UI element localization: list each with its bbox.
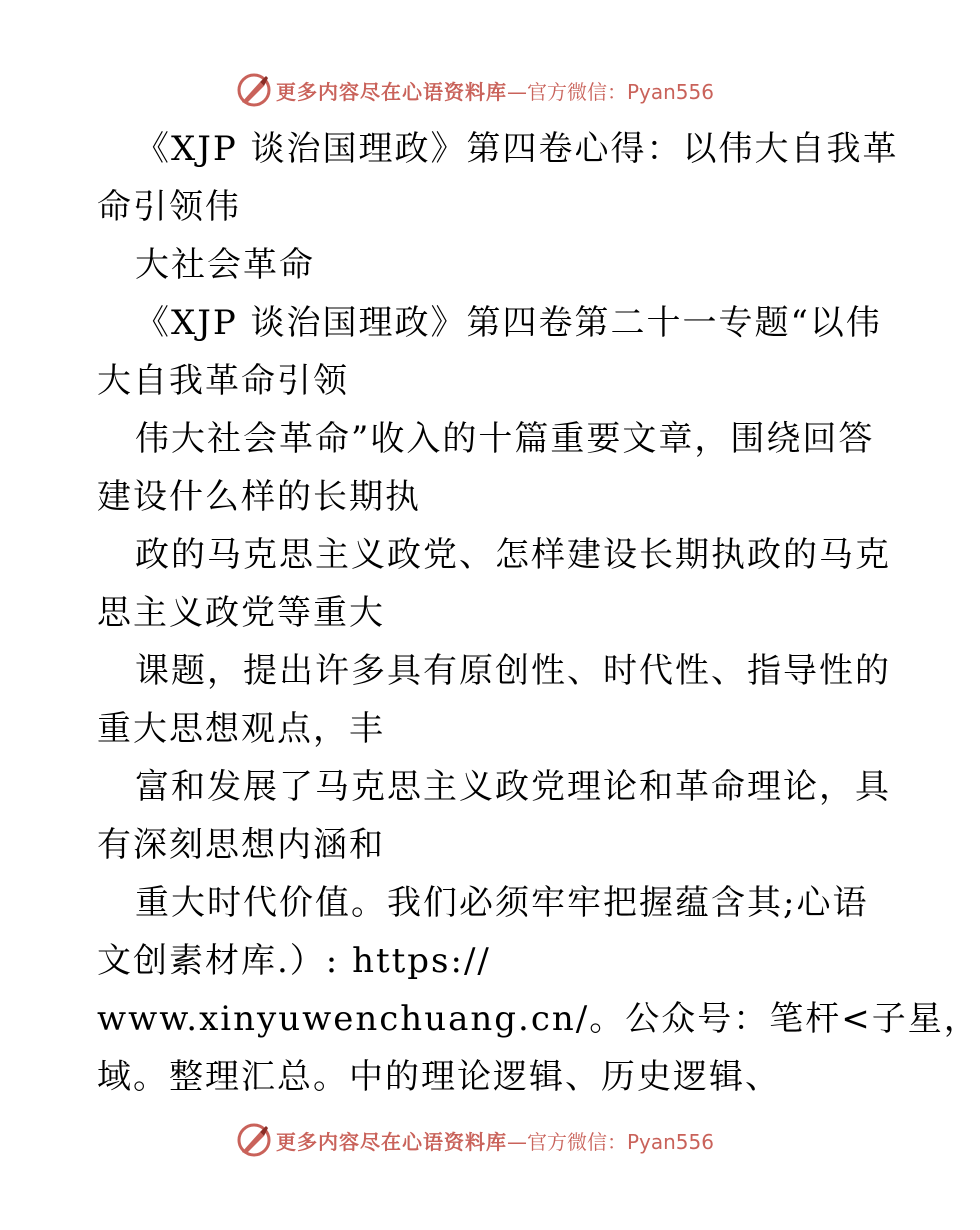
body-line: 有深刻思想内涵和: [97, 825, 385, 865]
footer-banner: [0, 1120, 950, 1160]
body-line: 重大思想观点，丰: [97, 709, 385, 749]
header-banner-contact: —官方微信：Pyan556: [506, 79, 714, 104]
body-line: 大社会革命: [135, 245, 315, 285]
header-banner: [0, 70, 950, 110]
pen-logo-icon: [236, 72, 272, 108]
body-line: 富和发展了马克思主义政党理论和革命理论，具: [135, 767, 891, 807]
footer-banner-text: 更多内容尽在心语资料库: [275, 1129, 507, 1154]
body-line: 政的马克思主义政党、怎样建设长期执政的马克: [135, 535, 891, 575]
body-line: 域。整理汇总。中的理论逻辑、历史逻辑、: [97, 1057, 781, 1097]
body-line: 伟大社会革命”收入的十篇重要文章，围绕回答: [135, 419, 875, 459]
body-line: 大自我革命引领: [97, 361, 349, 401]
header-banner-text: 更多内容尽在心语资料库: [275, 79, 507, 104]
footer-banner-contact: —官方微信：Pyan556: [506, 1129, 714, 1154]
body-line: 思主义政党等重大: [97, 593, 385, 633]
body-line: www.xinyuwenchuang.cn/。公众号：笔杆<子星，: [97, 999, 980, 1039]
document-body: [97, 120, 980, 1106]
body-line: 建设什么样的长期执: [97, 477, 421, 517]
body-line: 《XJP 谈治国理政》第四卷心得：以伟大自我革: [135, 129, 899, 169]
body-line: 课题，提出许多具有原创性、时代性、指导性的: [135, 651, 891, 691]
body-line: 命引领伟: [97, 187, 241, 227]
pen-logo-icon: [236, 1122, 272, 1158]
body-line: 文创素材库.）: https://: [97, 941, 491, 981]
body-line: 《XJP 谈治国理政》第四卷第二十一专题“以伟: [135, 303, 882, 343]
body-line: 重大时代价值。我们必须牢牢把握蕴含其;心语: [135, 883, 869, 923]
